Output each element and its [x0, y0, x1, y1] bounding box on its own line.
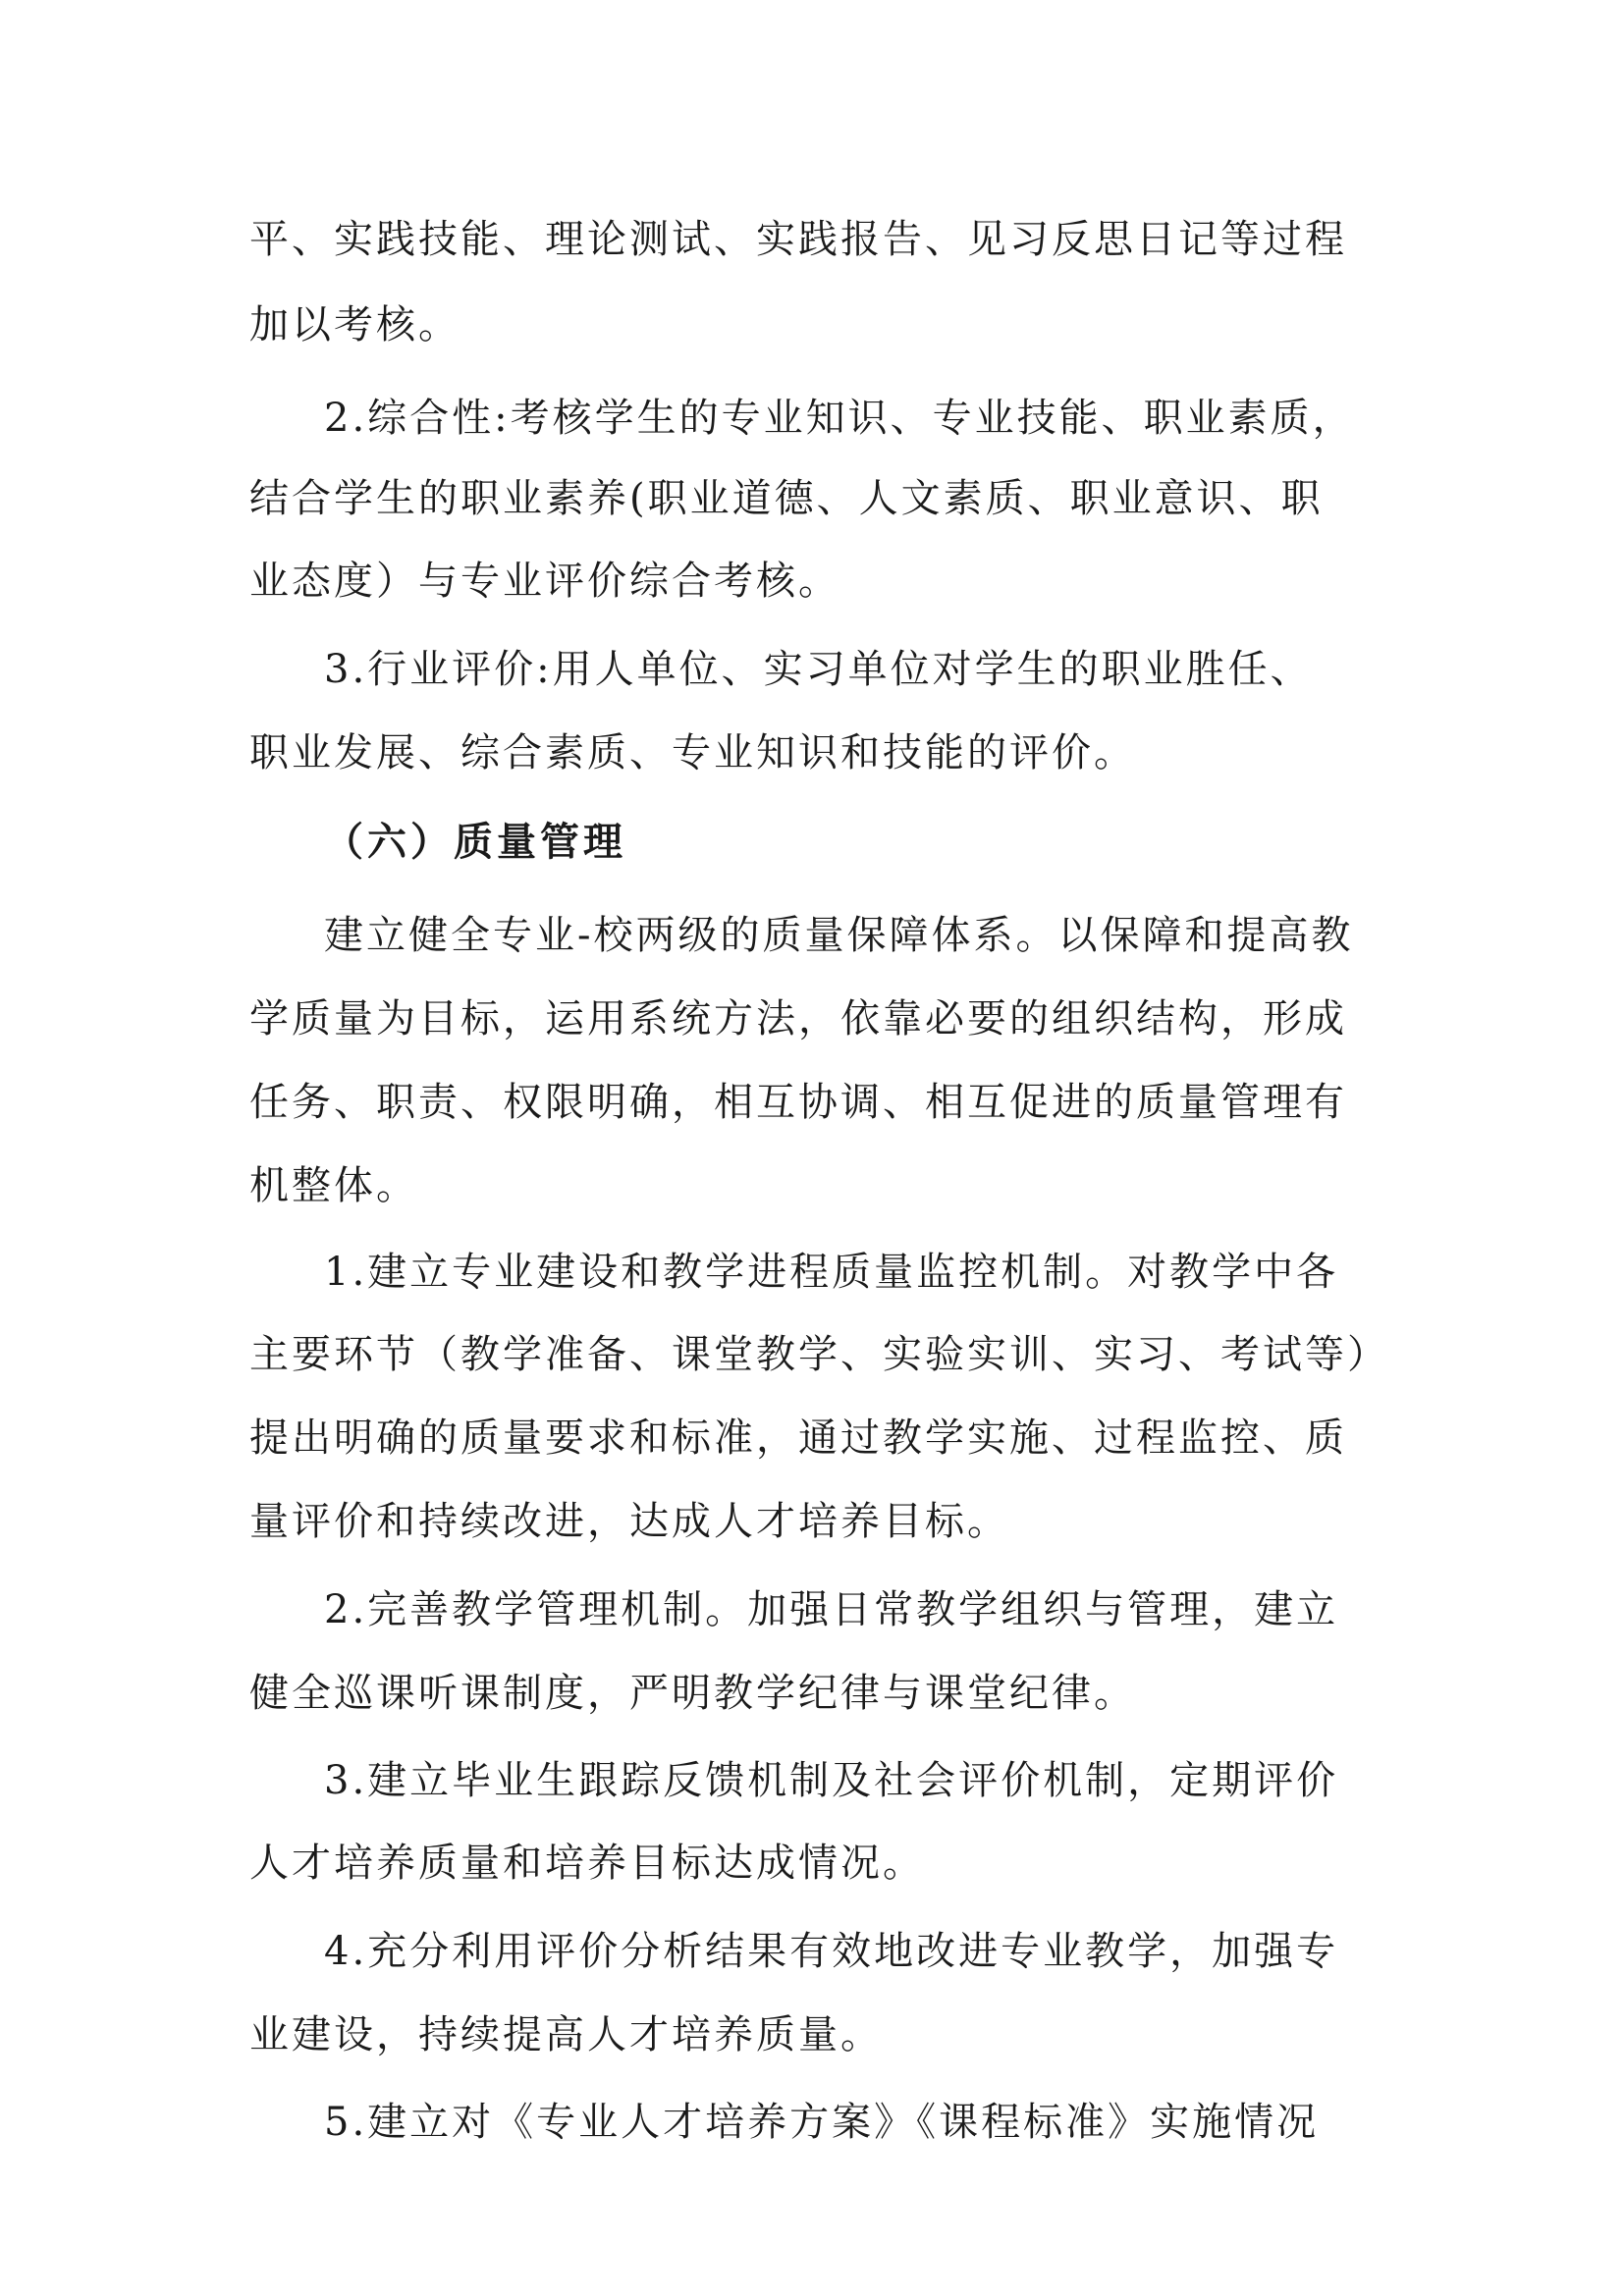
paragraph-intro: 建立健全专业-校两级的质量保障体系。以保障和提高教 [324, 913, 1354, 958]
list-item-1: 1.建立专业建设和教学进程质量监控机制。对教学中各 [324, 1250, 1339, 1295]
body-text-line: 健全巡课听课制度，严明教学纪律与课堂纪律。 [249, 1671, 1136, 1716]
body-text-line: 人才培养质量和培养目标达成情况。 [249, 1841, 925, 1886]
list-item-4: 4.充分利用评价分析结果有效地改进专业教学，加强专 [324, 1929, 1339, 1974]
list-item-industry-evaluation: 3.行业评价:用人单位、实习单位对学生的职业胜任、 [324, 647, 1313, 692]
body-text-line: 任务、职责、权限明确，相互协调、相互促进的质量管理有 [249, 1080, 1347, 1125]
body-text-line: 结合学生的职业素养(职业道德、人文素质、职业意识、职 [249, 476, 1324, 521]
list-item-comprehensive: 2.综合性:考核学生的专业知识、专业技能、职业素质， [324, 396, 1355, 441]
body-text-line: 主要环节（教学准备、课堂教学、实验实训、实习、考试等） [249, 1332, 1389, 1377]
body-text-line: 学质量为目标，运用系统方法，依靠必要的组织结构，形成 [249, 996, 1347, 1041]
body-text-line: 量评价和持续改进，达成人才培养目标。 [249, 1499, 1009, 1544]
body-text-line: 加以考核。 [249, 302, 460, 347]
list-item-5: 5.建立对《专业人才培养方案》《课程标准》实施情况 [324, 2100, 1320, 2145]
list-item-2: 2.完善教学管理机制。加强日常教学组织与管理，建立 [324, 1587, 1339, 1632]
list-item-3: 3.建立毕业生跟踪反馈机制及社会评价机制，定期评价 [324, 1758, 1339, 1803]
section-heading-quality-management: （六）质量管理 [324, 819, 626, 865]
body-text-line: 业建设，持续提高人才培养质量。 [249, 2012, 883, 2057]
body-text-line: 职业发展、综合素质、专业知识和技能的评价。 [249, 730, 1136, 775]
body-text-line: 平、实践技能、理论测试、实践报告、见习反思日记等过程 [249, 217, 1347, 262]
body-text-line: 机整体。 [249, 1163, 418, 1208]
body-text-line: 提出明确的质量要求和标准，通过教学实施、过程监控、质 [249, 1415, 1347, 1461]
body-text-line: 业态度）与专业评价综合考核。 [249, 559, 840, 604]
